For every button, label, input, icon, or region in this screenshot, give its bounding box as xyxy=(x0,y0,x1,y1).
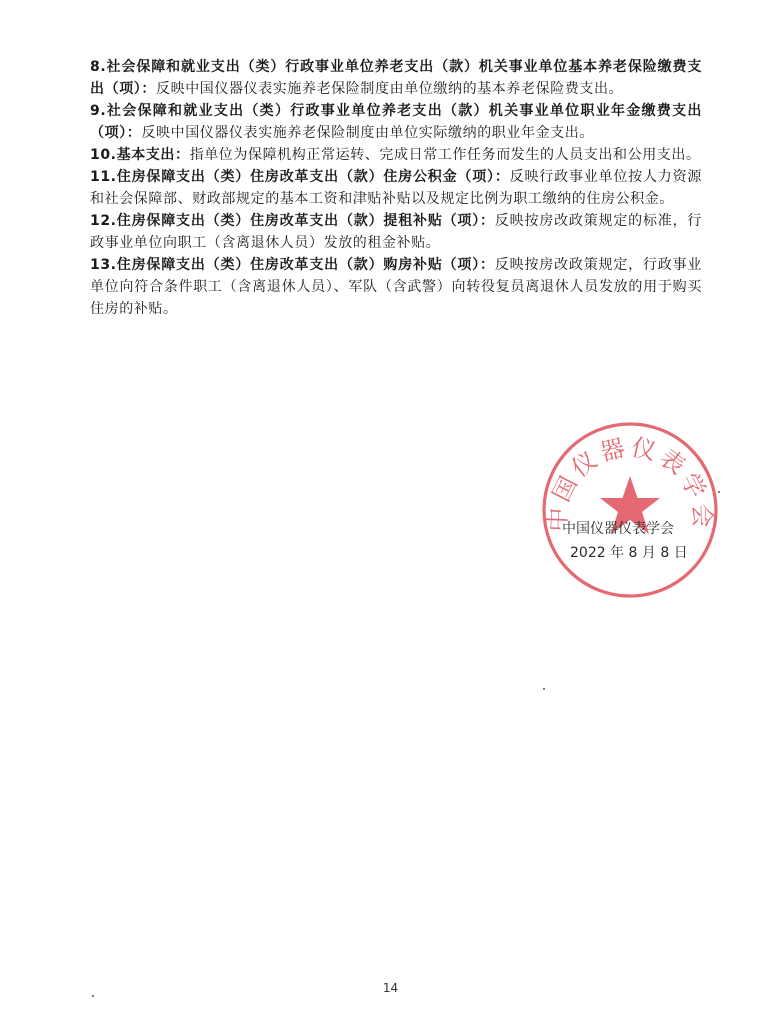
paragraph-text: 反映中国仪器仪表实施养老保险制度由单位实际缴纳的职业年金支出。 xyxy=(141,125,595,141)
paragraph-text: 反映按房改政策规定，行政事业单位向符合条件职工（含离退休人员）、军队（含武警）向转役复员离退休人员发放的用于购买住房的补贴。 xyxy=(90,257,703,317)
paragraph-11 xyxy=(90,166,702,210)
scan-speck xyxy=(718,491,720,493)
official-seal xyxy=(538,418,722,602)
paragraph-13 xyxy=(90,254,702,320)
paragraph-heading: 13.住房保障支出（类）住房改革支出（款）购房补贴（项）： xyxy=(90,257,495,273)
signature-block xyxy=(562,517,702,565)
paragraph-8 xyxy=(90,56,702,100)
paragraph-heading: 10.基本支出： xyxy=(90,147,190,163)
paragraph-10 xyxy=(90,144,702,166)
page-number: 14 xyxy=(382,981,399,995)
paragraph-heading: 11.住房保障支出（类）住房改革支出（款）住房公积金（项）： xyxy=(90,169,510,185)
scan-speck xyxy=(92,995,94,997)
paragraph-9 xyxy=(90,100,702,144)
paragraph-text: 反映行政事业单位按人力资源和社会保障部、财政部规定的基本工资和津贴补贴以及规定比例为职工缴纳的住房公积金。 xyxy=(90,169,702,207)
paragraph-heading: 8.社会保障和就业支出（类）行政事业单位养老支出（款）机关事业单位基本养老保险缴费支出（项）： xyxy=(90,59,702,97)
paragraph-text: 反映按房改政策规定的标准，行政事业单位向职工（含离退休人员）发放的租金补贴。 xyxy=(90,213,703,251)
scan-speck xyxy=(543,688,545,690)
signature-date: 2022 年 8 月 8 日 xyxy=(570,545,688,561)
paragraph-12 xyxy=(90,210,702,254)
paragraph-heading: 9.社会保障和就业支出（类）行政事业单位养老支出（款）机关事业单位职业年金缴费支出（项）： xyxy=(90,103,702,141)
paragraph-heading: 12.住房保障支出（类）住房改革支出（款）提租补贴（项）： xyxy=(90,213,495,229)
paragraph-text: 指单位为保障机构正常运转、完成日常工作任务而发生的人员支出和公用支出。 xyxy=(189,147,701,163)
seal-text: 中国仪器仪表学会 xyxy=(543,433,717,533)
document-body xyxy=(90,56,702,320)
signature-organization: 中国仪器仪表学会 xyxy=(562,521,674,537)
paragraph-text: 反映中国仪器仪表实施养老保险制度由单位缴纳的基本养老保险费支出。 xyxy=(156,81,624,97)
